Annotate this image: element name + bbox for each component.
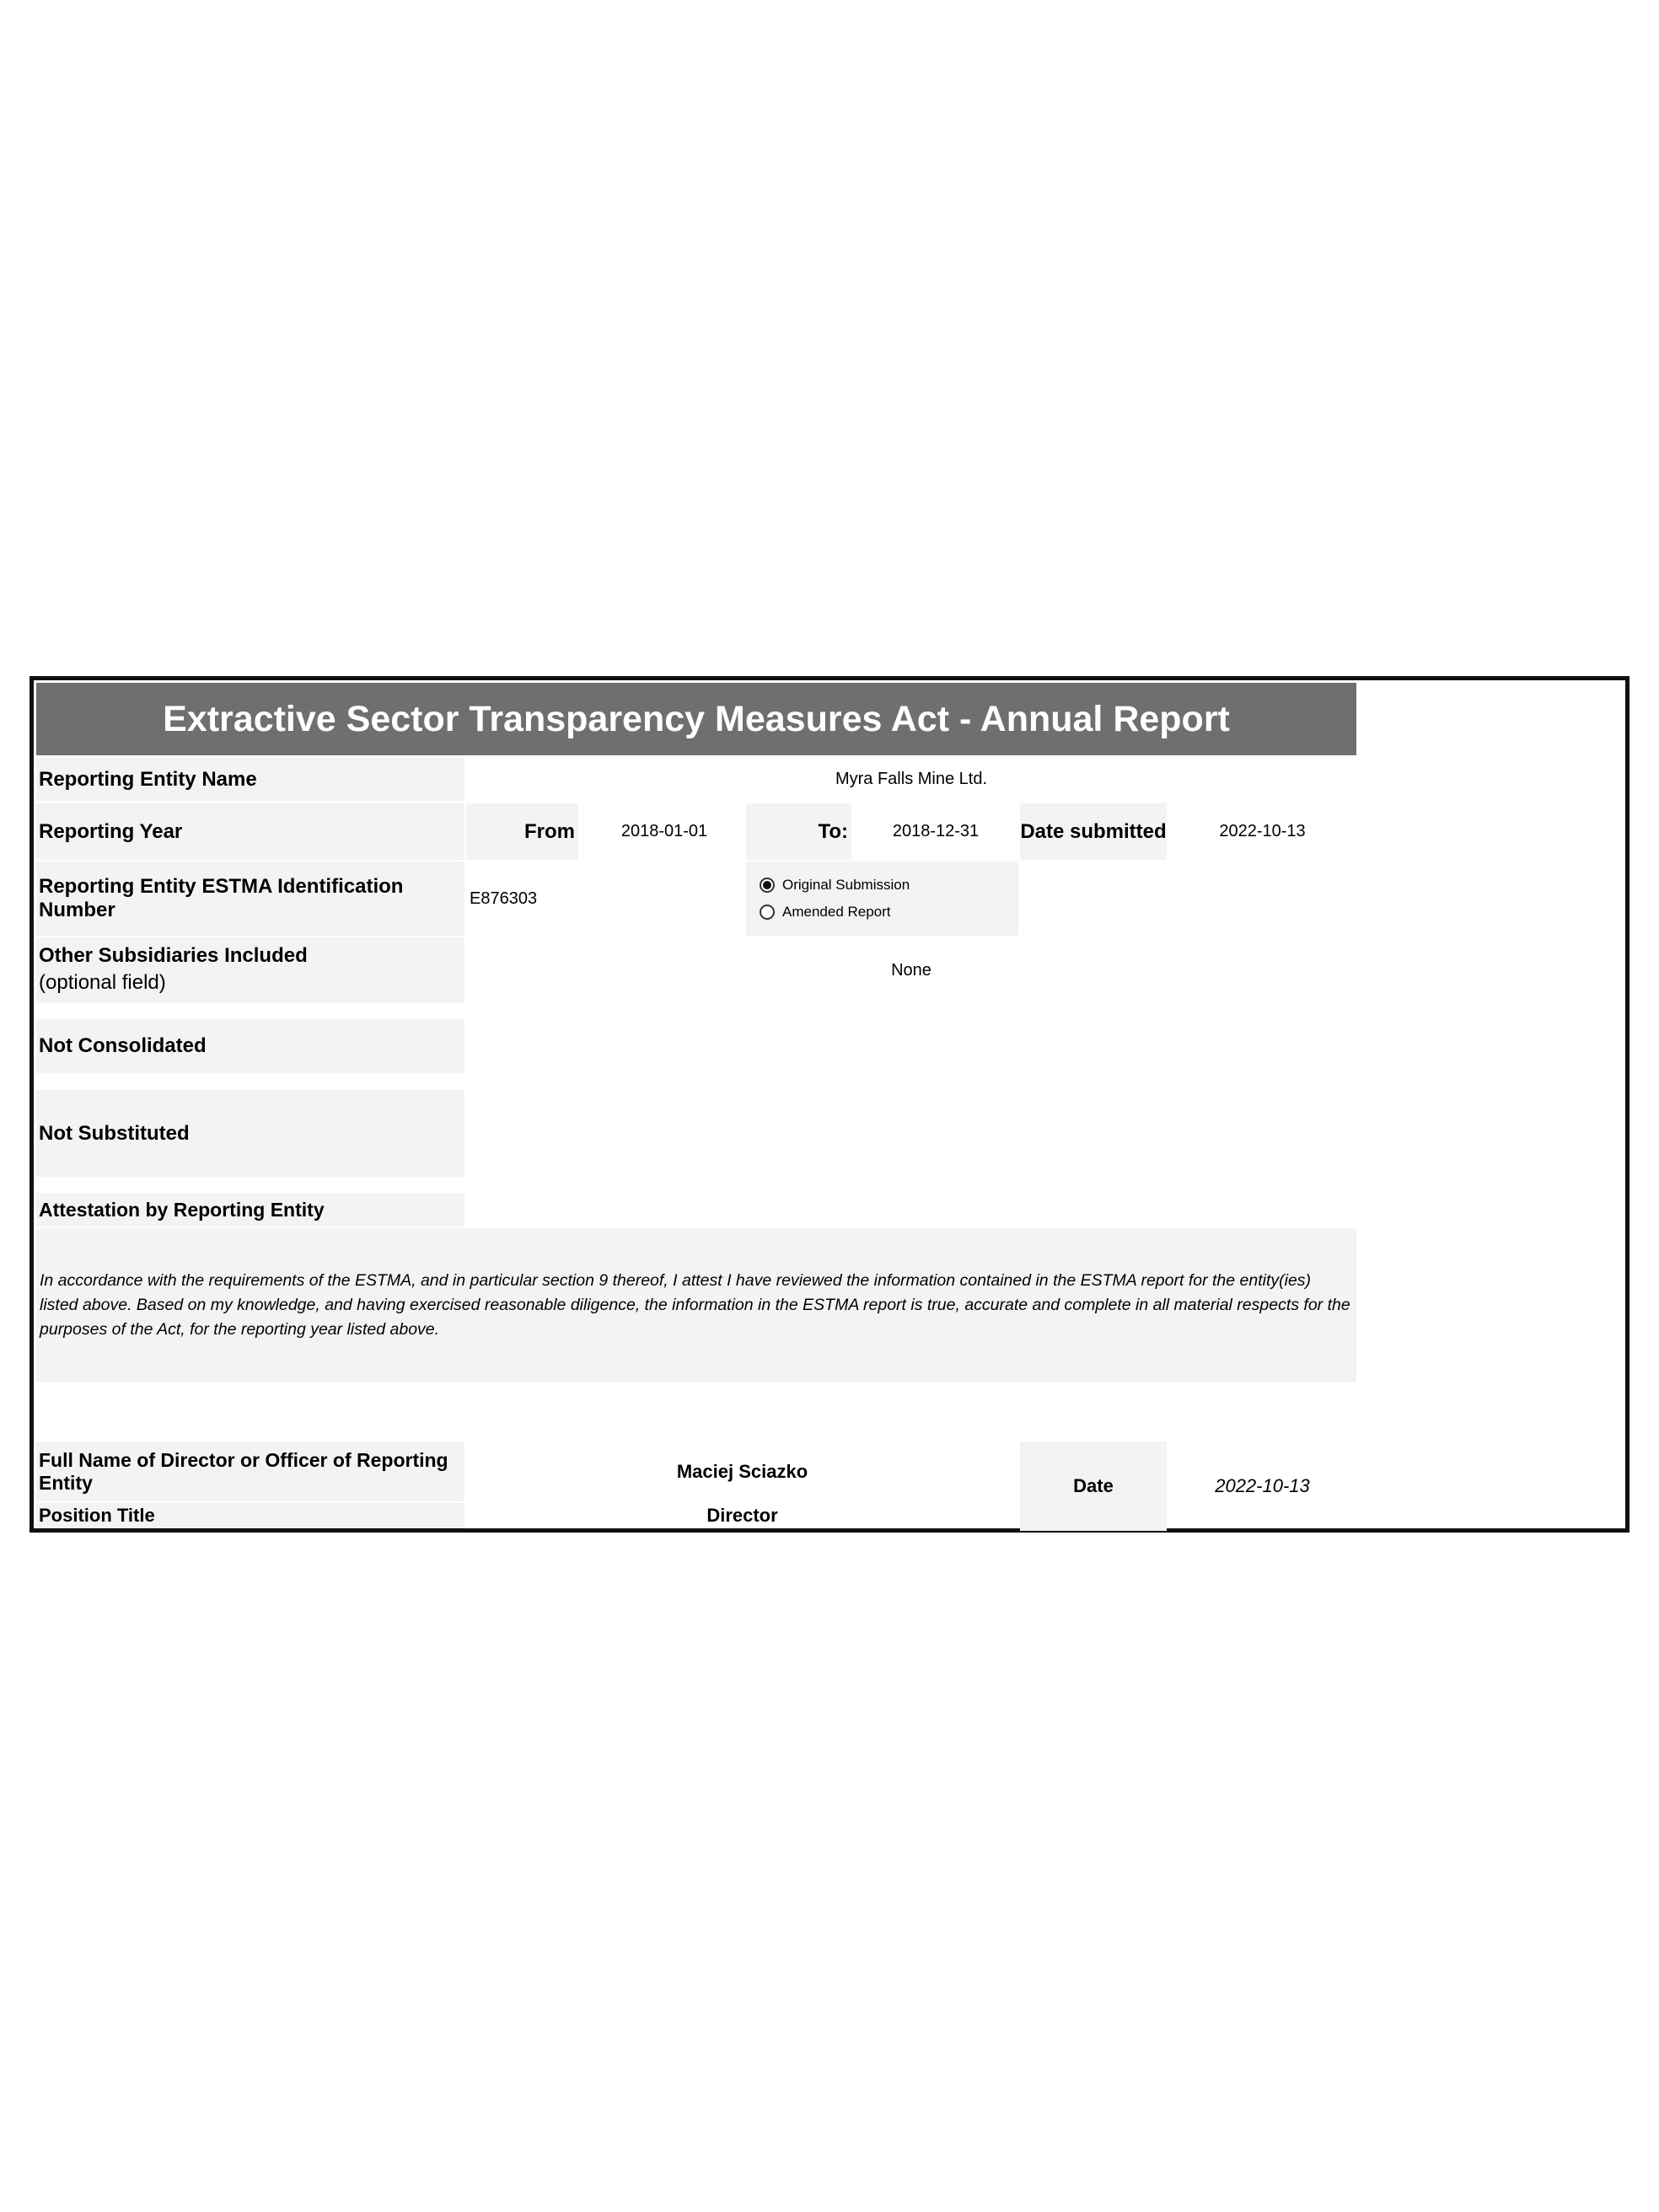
subsidiaries-label: Other Subsidiaries Included — [39, 944, 308, 967]
radio-unselected-icon[interactable] — [760, 905, 775, 920]
attestation-text: In accordance with the requirements of the ESTMA, and in particular section 9 thereof, I attest I have reviewed the information contained in the ESTMA report for the entity(ies) listed above. Based on my knowledge, and having exercised reasonable diligence, the information in the ESTMA report is true, accurate and complete in all material respects for the purposes of the Act, for the reporting year listed above. — [36, 1228, 1356, 1382]
from-label: From — [466, 803, 578, 860]
to-date: 2018-12-31 — [892, 822, 980, 840]
date-submitted-value: 2022-10-13 — [1219, 822, 1306, 840]
director-name-label: Full Name of Director or Officer of Reporting Entity — [36, 1442, 464, 1501]
position-title-value: Director — [706, 1505, 778, 1526]
not-consolidated-label: Not Consolidated — [36, 1019, 464, 1073]
radio-selected-icon[interactable] — [760, 878, 775, 893]
entity-name-value: Myra Falls Mine Ltd. — [835, 770, 988, 788]
signature-date-label: Date — [1020, 1442, 1167, 1531]
amended-report-option[interactable] — [746, 899, 1018, 926]
estma-id-value: E876303 — [470, 889, 538, 908]
not-substituted-label: Not Substituted — [36, 1090, 464, 1177]
amended-report-label: Amended Report — [782, 904, 891, 920]
date-submitted-label: Date submitted — [1020, 803, 1167, 860]
position-title-label: Position Title — [36, 1503, 464, 1528]
subsidiaries-sublabel: (optional field) — [39, 971, 166, 994]
to-label: To: — [746, 803, 851, 860]
estma-id-label: Reporting Entity ESTMA Identification Number — [36, 862, 464, 936]
report-title: Extractive Sector Transparency Measures Act - Annual Report — [36, 683, 1356, 755]
from-date: 2018-01-01 — [620, 822, 708, 840]
submission-type-group — [746, 862, 1018, 936]
attestation-heading: Attestation by Reporting Entity — [36, 1193, 464, 1227]
subsidiaries-label-cell — [36, 937, 464, 1003]
signature-date-value: 2022-10-13 — [1215, 1475, 1310, 1496]
director-name-value: Maciej Sciazko — [676, 1460, 808, 1482]
report-form — [30, 676, 1629, 1533]
original-submission-option[interactable] — [746, 872, 1018, 899]
entity-name-label: Reporting Entity Name — [36, 758, 464, 801]
original-submission-label: Original Submission — [782, 877, 910, 893]
reporting-year-label: Reporting Year — [36, 803, 464, 860]
subsidiaries-value: None — [891, 960, 932, 980]
